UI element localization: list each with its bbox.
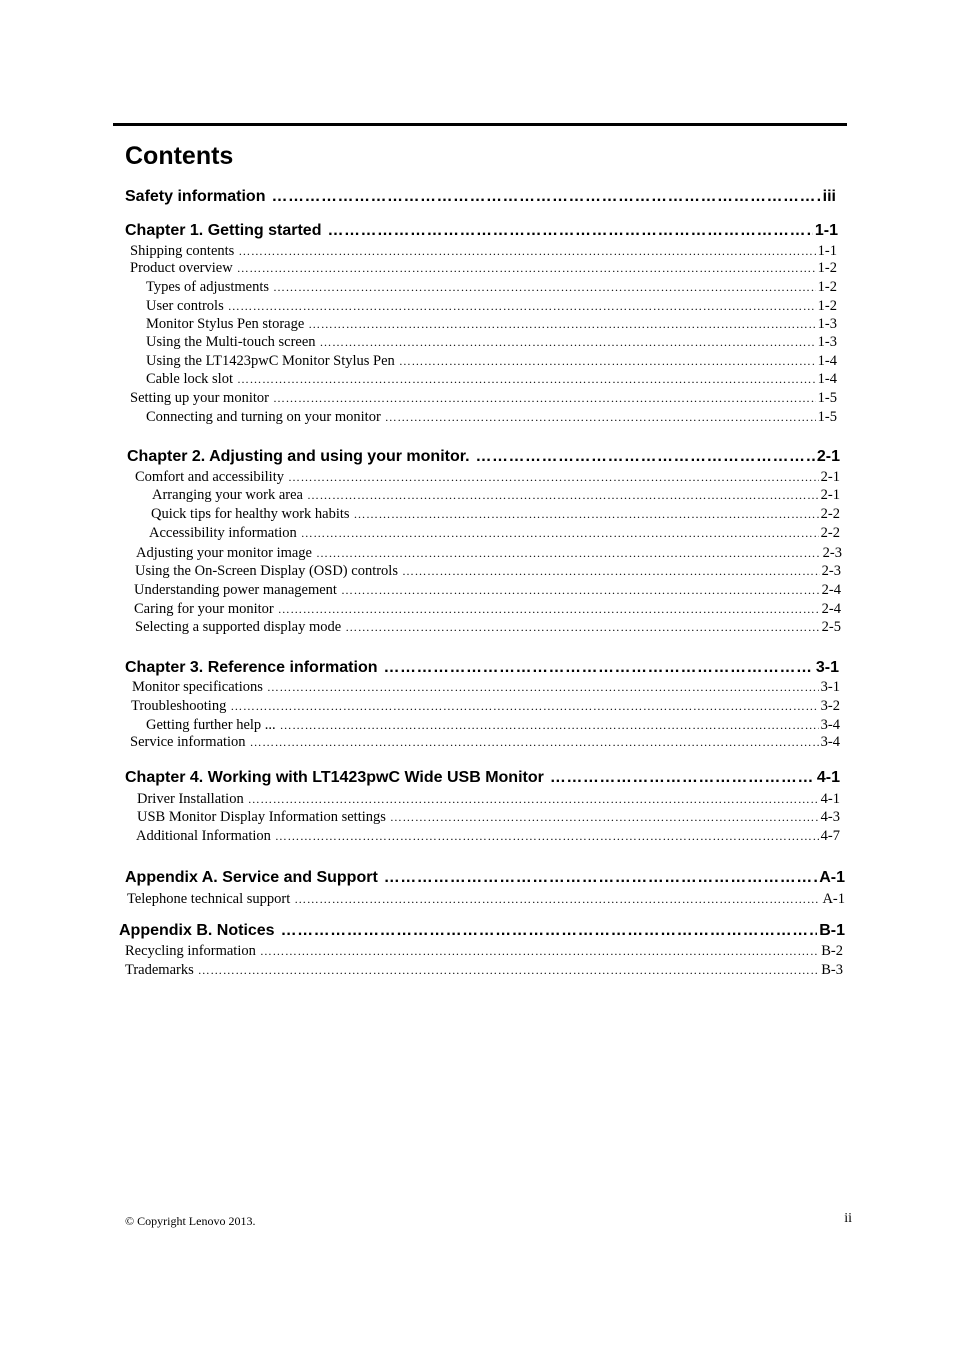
page-number: ii xyxy=(844,1211,852,1226)
toc-entry-label: Chapter 1. Getting started xyxy=(125,222,322,239)
toc-entry[interactable] xyxy=(125,186,836,208)
toc-leader-dots xyxy=(354,505,819,524)
toc-entry-page: B-1 xyxy=(819,922,845,939)
toc-entry[interactable] xyxy=(146,315,837,334)
toc-entry-page: 2-4 xyxy=(821,582,841,598)
toc-leader-dots xyxy=(385,408,816,427)
toc-entry-label: Monitor Stylus Pen storage xyxy=(146,316,305,332)
toc-entry-label: Arranging your work area xyxy=(152,487,303,503)
toc-entry-page: 2-1 xyxy=(820,469,840,485)
toc-leader-dots xyxy=(250,733,819,752)
toc-entry-label: Setting up your monitor xyxy=(130,390,269,406)
toc-entry[interactable] xyxy=(130,733,840,752)
toc-entry[interactable] xyxy=(130,259,837,278)
toc-entry-label: Additional Information xyxy=(136,828,271,844)
toc-entry-page: 2-2 xyxy=(820,506,840,522)
toc-leader-dots xyxy=(248,790,819,809)
toc-entry-label: Chapter 2. Adjusting and using your monitor. xyxy=(127,448,470,465)
toc-entry[interactable] xyxy=(125,942,843,961)
toc-entry[interactable] xyxy=(125,657,839,679)
toc-leader-dots xyxy=(327,220,812,242)
toc-entry-label: Chapter 4. Working with LT1423pwC Wide USB Monitor xyxy=(125,769,544,786)
toc-entry-label: Caring for your monitor xyxy=(134,601,274,617)
toc-leader-dots xyxy=(390,808,819,827)
toc-entry-label: Using the LT1423pwC Monitor Stylus Pen xyxy=(146,353,395,369)
toc-entry-page: 4-7 xyxy=(820,828,840,844)
toc-leader-dots xyxy=(476,446,815,468)
toc-entry-label: Chapter 3. Reference information xyxy=(125,659,378,676)
toc-entry-label: Comfort and accessibility xyxy=(135,469,284,485)
toc-entry-page: 2-5 xyxy=(821,619,841,635)
toc-entry[interactable] xyxy=(151,505,840,524)
toc-leader-dots xyxy=(341,581,820,600)
toc-entry[interactable] xyxy=(136,544,842,563)
toc-entry[interactable] xyxy=(134,600,841,619)
toc-entry[interactable] xyxy=(125,767,840,789)
toc-entry-page: 2-2 xyxy=(820,525,840,541)
toc-entry-page: 1-3 xyxy=(817,316,837,332)
toc-leader-dots xyxy=(308,315,815,334)
toc-leader-dots xyxy=(550,767,815,789)
toc-entry[interactable] xyxy=(132,678,840,697)
toc-leader-dots xyxy=(237,259,816,278)
toc-entry-label: Troubleshooting xyxy=(131,698,227,714)
toc-entry-label: Using the On-Screen Display (OSD) controls xyxy=(135,563,398,579)
toc-entry-label: USB Monitor Display Information settings xyxy=(137,809,386,825)
toc-entry-page: 3-2 xyxy=(820,698,840,714)
toc-leader-dots xyxy=(267,678,819,697)
toc-entry-label: Telephone technical support xyxy=(127,891,291,907)
toc-entry-label: Shipping contents xyxy=(130,243,235,259)
toc-leader-dots xyxy=(288,468,819,487)
toc-entry[interactable] xyxy=(135,562,841,581)
toc-leader-dots xyxy=(384,657,814,679)
toc-entry-page: 1-1 xyxy=(817,243,837,259)
toc-entry-page: A-1 xyxy=(819,869,845,886)
toc-entry-label: Using the Multi-touch screen xyxy=(146,334,316,350)
toc-entry[interactable] xyxy=(135,618,841,637)
toc-entry-page: 1-2 xyxy=(817,279,837,295)
toc-leader-dots xyxy=(307,486,819,505)
toc-entry[interactable] xyxy=(125,867,845,889)
toc-entry-label: Product overview xyxy=(130,260,233,276)
toc-leader-dots xyxy=(198,961,820,980)
toc-entry-page: 3-4 xyxy=(820,734,840,750)
toc-entry-page: 3-1 xyxy=(815,659,839,676)
toc-leader-dots xyxy=(294,890,820,909)
toc-entry-page: 3-4 xyxy=(820,717,840,733)
toc-entry-page: 4-1 xyxy=(816,769,840,786)
toc-entry-page: 1-4 xyxy=(817,353,837,369)
toc-entry-page: 3-1 xyxy=(820,679,840,695)
toc-entry-page: B-3 xyxy=(821,962,843,978)
toc-entry-page: A-1 xyxy=(822,891,845,907)
toc-entry[interactable] xyxy=(134,581,841,600)
toc-entry-label: Quick tips for healthy work habits xyxy=(151,506,350,522)
toc-entry-label: Appendix A. Service and Support xyxy=(125,869,378,886)
toc-entry-label: Safety information xyxy=(125,188,266,205)
toc-leader-dots xyxy=(384,867,817,889)
copyright-notice: © Copyright Lenovo 2013. xyxy=(125,1214,256,1228)
toc-entry-page: 1-4 xyxy=(817,371,837,387)
toc-entry-page: 1-5 xyxy=(817,390,837,406)
toc-entry[interactable] xyxy=(146,333,837,352)
toc-leader-dots xyxy=(230,697,818,716)
toc-leader-dots xyxy=(260,942,819,961)
toc-entry-page: 2-1 xyxy=(816,448,840,465)
toc-entry-page: 2-3 xyxy=(822,545,842,561)
toc-entry-label: Types of adjustments xyxy=(146,279,270,295)
toc-leader-dots xyxy=(273,389,816,408)
toc-entry[interactable] xyxy=(137,808,840,827)
toc-entry-label: Adjusting your monitor image xyxy=(136,545,312,561)
toc-entry-page: B-2 xyxy=(821,943,843,959)
toc-leader-dots xyxy=(281,920,818,942)
toc-leader-dots xyxy=(399,352,816,371)
toc-leader-dots xyxy=(275,827,819,846)
page-title: Contents xyxy=(125,142,234,170)
toc-entry-label: Connecting and turning on your monitor xyxy=(146,409,381,425)
toc-leader-dots xyxy=(316,544,821,563)
toc-entry-page: 2-1 xyxy=(820,487,840,503)
toc-entry[interactable] xyxy=(135,468,840,487)
toc-entry-label: Selecting a supported display mode xyxy=(135,619,342,635)
toc-entry[interactable] xyxy=(125,961,843,980)
toc-entry[interactable] xyxy=(146,352,837,371)
toc-entry-label: Accessibility information xyxy=(149,525,297,541)
toc-entry-label: Monitor specifications xyxy=(132,679,263,695)
toc-entry[interactable] xyxy=(146,278,837,297)
toc-entry-label: Getting further help ... xyxy=(146,717,276,733)
toc-entry-page: 1-2 xyxy=(817,298,837,314)
toc-entry-label: Appendix B. Notices xyxy=(119,922,275,939)
toc-entry-label: Service information xyxy=(130,734,246,750)
toc-leader-dots xyxy=(278,600,820,619)
toc-entry[interactable] xyxy=(152,486,840,505)
toc-entry[interactable] xyxy=(146,297,837,316)
toc-entry-label: User controls xyxy=(146,298,224,314)
toc-leader-dots xyxy=(273,278,816,297)
toc-leader-dots xyxy=(320,333,816,352)
toc-entry[interactable] xyxy=(125,220,838,242)
toc-leader-dots xyxy=(271,186,820,208)
toc-leader-dots xyxy=(345,618,819,637)
toc-leader-dots xyxy=(228,297,816,316)
toc-entry-page: 1-2 xyxy=(817,260,837,276)
toc-entry-page: 1-3 xyxy=(817,334,837,350)
toc-entry[interactable] xyxy=(136,827,840,846)
toc-entry-page: 1-1 xyxy=(814,222,838,239)
toc-entry-label: Cable lock slot xyxy=(146,371,233,387)
toc-entry-label: Understanding power management xyxy=(134,582,337,598)
toc-entry-page: 2-3 xyxy=(821,563,841,579)
toc-entry-label: Recycling information xyxy=(125,943,256,959)
toc-entry-page: 4-3 xyxy=(820,809,840,825)
toc-entry[interactable] xyxy=(127,890,845,909)
toc-entry-label: Driver Installation xyxy=(137,791,244,807)
toc-entry[interactable] xyxy=(149,524,840,543)
toc-leader-dots xyxy=(402,562,820,581)
toc-entry[interactable] xyxy=(119,920,845,942)
toc-entry-label: Trademarks xyxy=(125,962,194,978)
toc-entry-page: iii xyxy=(822,188,836,205)
toc-entry[interactable] xyxy=(127,446,840,468)
toc-entry[interactable] xyxy=(146,408,837,427)
toc-entry[interactable] xyxy=(131,697,840,716)
toc-entry-page: 4-1 xyxy=(820,791,840,807)
toc-leader-dots xyxy=(301,524,819,543)
toc-entry-page: 1-5 xyxy=(817,409,837,425)
toc-entry[interactable] xyxy=(137,790,840,809)
toc-entry[interactable] xyxy=(146,370,837,389)
toc-entry[interactable] xyxy=(130,389,837,408)
toc-entry-page: 2-4 xyxy=(821,601,841,617)
toc-leader-dots xyxy=(237,370,816,389)
